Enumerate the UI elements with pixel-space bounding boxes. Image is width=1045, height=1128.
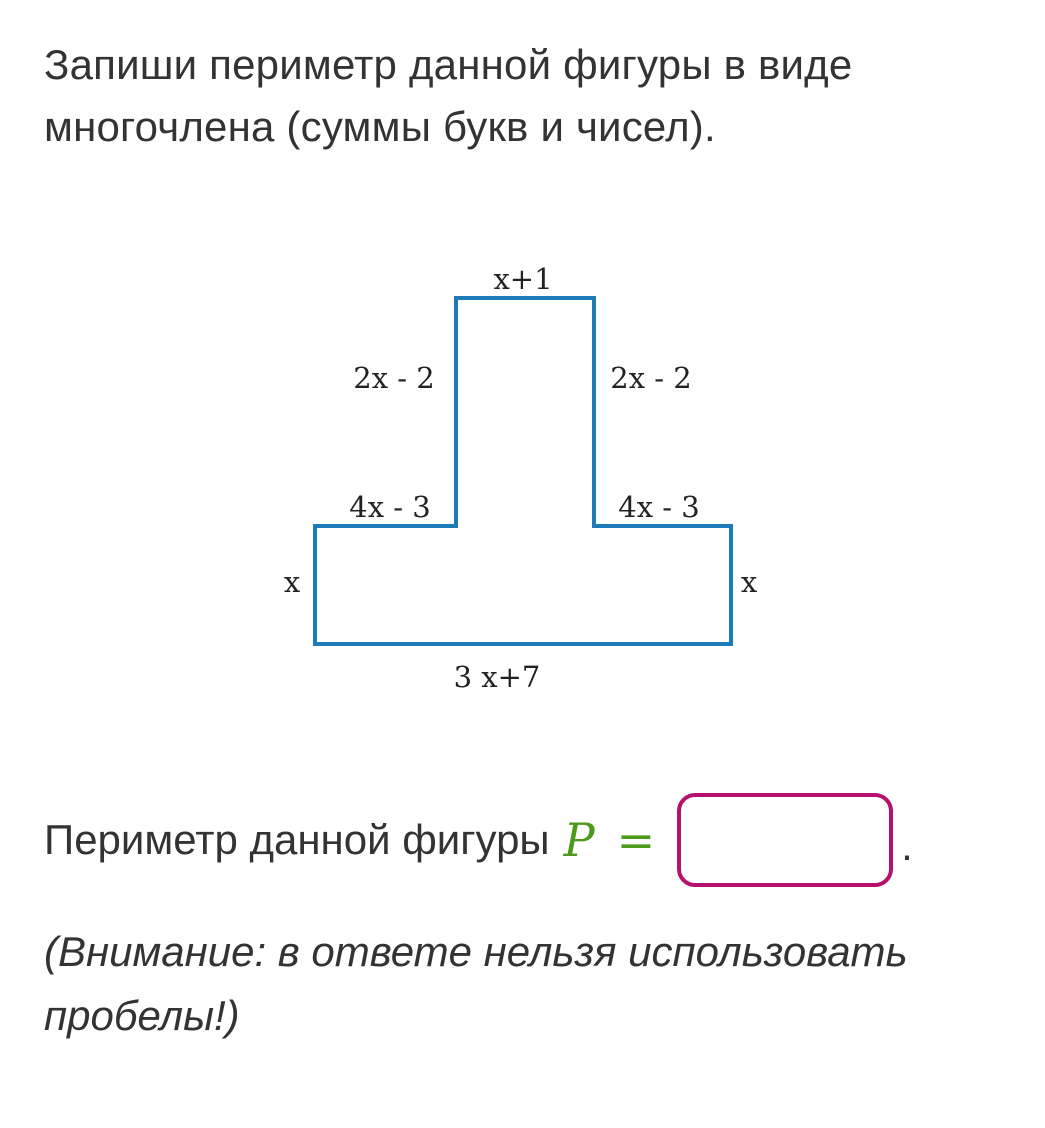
label-shoulder-left: 4x - 3 — [349, 490, 431, 524]
label-side-left: x — [283, 565, 301, 599]
task-statement: Запиши периметр данной фигуры в виде многочлена (суммы букв и чисел). — [44, 41, 853, 150]
equals-sign: = — [616, 813, 656, 867]
figure-outline — [315, 298, 731, 644]
answer-input[interactable] — [677, 793, 893, 887]
perimeter-variable: P — [563, 813, 595, 867]
answer-period: . — [901, 822, 913, 869]
answer-prefix: Периметр данной фигуры — [44, 816, 550, 863]
attention-note: (Внимание: в ответе нельзя использовать пробелы!) — [44, 928, 908, 1039]
label-shoulder-right: 4x - 3 — [618, 490, 700, 524]
label-upper-right: 2x - 2 — [610, 361, 692, 395]
label-top: x+1 — [493, 262, 553, 296]
label-side-right: x — [740, 565, 758, 599]
label-upper-left: 2x - 2 — [353, 361, 435, 395]
answer-row — [44, 790, 913, 890]
perimeter-formula — [564, 813, 656, 867]
label-bottom: 3 x+7 — [453, 660, 541, 694]
